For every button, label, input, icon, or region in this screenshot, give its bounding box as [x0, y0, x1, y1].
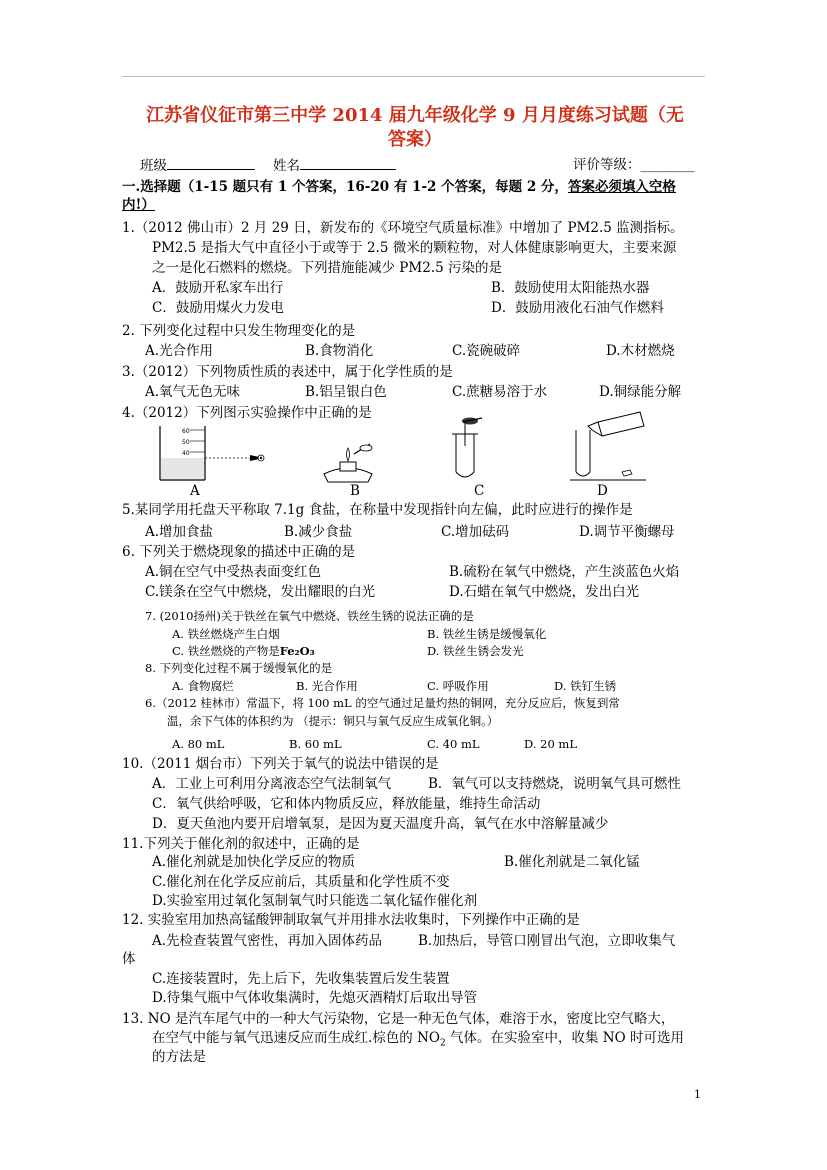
q6-stem: 6. 下列关于燃烧现象的描述中正确的是: [122, 544, 356, 560]
q5-option-b: B.减少食盐: [284, 524, 353, 540]
q6-option-c: C.镁条在空气中燃烧，发出耀眼的白光: [145, 584, 376, 600]
grade-field: [573, 156, 695, 174]
q11-option-a: A.催化剂就是加快化学反应的物质: [152, 854, 356, 870]
q13-stem: 13. NO 是汽车尾气中的一种大气污染物，它是一种无色气体，难溶于水，密度比空气略大，: [122, 1011, 675, 1027]
q2-option-b: B.食物消化: [305, 343, 374, 359]
q8-option-b: B. 光合作用: [296, 679, 358, 693]
section-heading: [122, 178, 676, 196]
q11-option-b: B.催化剂就是二氧化锰: [504, 854, 640, 870]
q7-option-c-formula: Fe₂O₃: [279, 644, 315, 658]
figure-b-label: B: [350, 483, 360, 499]
q13-subscript: 2: [439, 1038, 446, 1049]
cyl-mark-50: 50: [182, 439, 190, 446]
page-title-continued: 答案）: [388, 129, 442, 150]
q1-stem-2: PM2.5 是指大气中直径小于或等于 2.5 微米的颗粒物，对人体健康影响更大，主要来源: [152, 240, 677, 256]
q11-stem: 11.下列关于催化剂的叙述中，正确的是: [122, 836, 360, 852]
header-rule: [122, 76, 705, 77]
figure-a-cylinder-reading: [150, 424, 280, 484]
q2-stem: 2. 下列变化过程中只发生物理变化的是: [122, 323, 356, 339]
q13-stem-3: 的方法是: [152, 1049, 206, 1065]
q6-option-a: A.铜在空气中受热表面变红色: [145, 564, 322, 580]
q1-stem-3: 之一是化石燃料的燃烧。下列措施能减少 PM2.5 污染的是: [152, 260, 502, 276]
q13-stem-2b: 气体。在实验室中，收集 NO 时可选用: [445, 1030, 684, 1046]
q6-option-d: D.石蜡在氧气中燃烧，发出白光: [449, 584, 640, 600]
q10-stem: 10.（2011 烟台市）下列关于氧气的说法中错误的是: [122, 756, 439, 772]
grade-label: 评价等级：: [573, 157, 641, 173]
q1-stem: 1.（2012 佛山市）2 月 29 日，新发布的《环境空气质量标准》中增加了 PM2.5 监测指标。: [122, 220, 684, 236]
q5-option-c: C.增加砝码: [441, 524, 510, 540]
q7-stem: 7. (2010扬州)关于铁丝在氧气中燃烧、铁丝生锈的说法正确的是: [145, 609, 474, 623]
q5-option-a: A.增加食盐: [145, 524, 214, 540]
q12-option-b-cont: 体: [122, 951, 136, 967]
q7-option-c: [172, 642, 315, 660]
q7-option-d: D. 铁丝生锈会发光: [427, 644, 524, 658]
figure-d-label: D: [597, 483, 608, 499]
figure-d-pouring-liquid: [568, 408, 648, 484]
q5-stem: 5.某同学用托盘天平称取 7.1g 食盐，在称量中发现指针向左偏，此时应进行的操作是: [122, 502, 633, 518]
section-heading-emphasis: 答案必须填入空格: [567, 179, 676, 195]
q2-option-c: C.瓷碗破碎: [452, 343, 521, 359]
page-title: 江苏省仪征市第三中学 2014 届九年级化学 9 月月度练习试题（无: [146, 105, 684, 126]
section-heading-end: 内!）: [122, 197, 155, 213]
q9-option-a: A. 80 mL: [172, 737, 225, 751]
q9-option-b: B. 60 mL: [289, 737, 342, 751]
q12-option-a: A.先检查装置气密性，再加入固体药品: [152, 933, 383, 949]
q9-stem-2: 温，余下气体的体积约为 （提示：铜只与氧气反应生成氧化铜。）: [167, 714, 499, 728]
q7-option-b: B. 铁丝生锈是缓慢氧化: [427, 627, 547, 641]
q6-option-b: B.硫粉在氧气中燃烧，产生淡蓝色火焰: [449, 564, 680, 580]
q11-option-c: C.催化剂在化学反应前后，其质量和化学性质不变: [152, 874, 450, 890]
q1-option-d: D．鼓励用液化石油气作燃料: [491, 300, 664, 316]
class-field: [140, 156, 255, 175]
q2-option-d: D.木材燃烧: [606, 343, 675, 359]
class-blank: [167, 156, 255, 170]
q5-option-d: D.调节平衡螺母: [579, 524, 675, 540]
q12-option-d: D.待集气瓶中气体收集满时，先熄灭酒精灯后取出导管: [152, 990, 478, 1006]
q7-option-a: A. 铁丝燃烧产生白烟: [172, 627, 280, 641]
cyl-mark-60: 60: [182, 428, 190, 435]
q4-stem: 4.（2012）下列图示实验操作中正确的是: [122, 405, 372, 421]
name-field: [273, 156, 396, 175]
q1-option-a: A．鼓励开私家车出行: [152, 280, 284, 296]
q3-stem: 3.（2012）下列物质性质的表述中，属于化学性质的是: [122, 364, 453, 380]
q10-option-b: B．氧气可以支持燃烧，说明氧气具可燃性: [428, 776, 681, 792]
q11-option-d: D.实验室用过氧化氢制氧气时只能选二氧化锰作催化剂: [152, 893, 478, 909]
q10-option-a: A．工业上可利用分离液态空气法制氧气: [152, 776, 392, 792]
q8-option-d: D. 铁钉生锈: [554, 679, 617, 693]
q1-option-c: C．鼓励用煤火力发电: [152, 300, 284, 316]
q3-option-a: A.氧气无色无味: [145, 384, 241, 400]
q8-stem: 8. 下列变化过程不属于缓慢氧化的是: [145, 661, 333, 675]
q9-stem: 6.（2012 桂林市）常温下，将 100 mL 的空气通过足量灼热的铜网，充分反应后，恢复到常: [145, 696, 620, 710]
q3-option-b: B.铝呈银白色: [305, 384, 387, 400]
q10-option-c: C．氧气供给呼吸，它和体内物质反应，释放能量，维持生命活动: [152, 796, 541, 812]
figure-a-label: A: [190, 483, 200, 499]
q13-stem-2: [152, 1029, 684, 1053]
q10-option-d: D．夏天鱼池内要开启增氧泵，是因为夏天温度升高，氧气在水中溶解量减少: [152, 816, 609, 832]
q3-option-d: D.铜绿能分解: [599, 384, 682, 400]
q12-option-b: B.加热后，导管口刚冒出气泡，立即收集气: [418, 933, 676, 949]
q9-option-c: C. 40 mL: [427, 737, 480, 751]
name-label: 姓名: [273, 158, 300, 174]
q3-option-c: C.蔗糖易溶于水: [452, 384, 548, 400]
name-blank: [300, 156, 396, 170]
page-number: 1: [694, 1088, 701, 1101]
q12-option-c: C.连接装置时，先上后下，先收集装置后发生装置: [152, 971, 450, 987]
section-heading-text: 一.选择题（1-15 题只有 1 个答案，16-20 有 1-2 个答案，每题 2 分，: [122, 179, 568, 195]
q8-option-c: C. 呼吸作用: [427, 679, 489, 693]
q12-stem: 12. 实验室用加热高锰酸钾制取氧气并用排水法收集时，下列操作中正确的是: [122, 912, 580, 928]
q7-option-c-text: C. 铁丝燃烧的产物是: [172, 644, 280, 658]
q9-option-d: D. 20 mL: [524, 737, 577, 751]
grade-blank: ________: [640, 157, 695, 173]
q1-option-b: B．鼓励使用太阳能热水器: [491, 280, 650, 296]
figure-b-alcohol-lamp: [318, 440, 378, 484]
figure-c-label: C: [474, 483, 485, 499]
q13-stem-2a: 在空气中能与氧气迅速反应而生成红.棕色的 NO: [152, 1030, 440, 1046]
q2-option-a: A.光合作用: [145, 343, 214, 359]
figure-c-test-tube-dropper: [448, 416, 494, 482]
cyl-mark-40: 40: [182, 450, 190, 457]
class-label: 班级: [140, 158, 167, 174]
q8-option-a: A. 食物腐烂: [172, 679, 234, 693]
